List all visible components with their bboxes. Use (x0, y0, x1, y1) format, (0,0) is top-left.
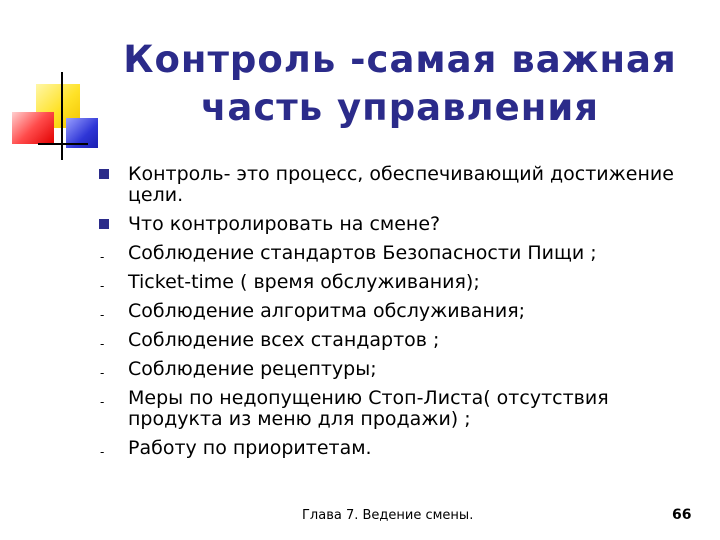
footer-chapter: Глава 7. Ведение смены. (302, 508, 474, 523)
slide-title (100, 36, 700, 132)
list-item-text: Соблюдение всех стандартов ; (128, 329, 440, 351)
list-item (96, 388, 706, 430)
list-item-text: Что контролировать на смене? (128, 213, 441, 235)
list-item (96, 359, 706, 380)
decor-red-square (12, 112, 54, 144)
decor-vertical-line (61, 72, 63, 160)
dash-bullet-icon: - (100, 395, 105, 409)
slide-title-line1: Контроль -самая важная (123, 38, 677, 81)
square-bullet-icon (99, 169, 109, 179)
list-item (96, 438, 706, 459)
list-item-text: Контроль- это процесс, обеспечивающий достижение цели. (128, 163, 674, 206)
decor-horizontal-line (38, 143, 88, 145)
list-item-text: Соблюдение алгоритма обслуживания; (128, 300, 526, 322)
square-bullet-icon (99, 219, 109, 229)
slide-title-line2: часть управления (200, 86, 599, 129)
list-item-text: Соблюдение стандартов Безопасности Пищи ; (128, 242, 597, 264)
page-number: 66 (672, 507, 692, 523)
dash-bullet-icon: - (100, 250, 105, 264)
dash-bullet-icon: - (100, 279, 105, 293)
list-item-text: Работу по приоритетам. (128, 437, 372, 459)
list-item-text: Соблюдение рецептуры; (128, 358, 377, 380)
list-item-text: Ticket-time ( время обслуживания); (128, 271, 480, 293)
list-item (96, 164, 706, 206)
dash-bullet-icon: - (100, 366, 105, 380)
dash-bullet-icon: - (100, 337, 105, 351)
dash-bullet-icon: - (100, 445, 105, 459)
list-item-text: Меры по недопущению Стоп-Листа( отсутствия продукта из меню для продажи) ; (128, 387, 609, 430)
list-item (96, 214, 706, 235)
list-item (96, 272, 706, 293)
list-item (96, 330, 706, 351)
list-item (96, 243, 706, 264)
dash-bullet-icon: - (100, 308, 105, 322)
list-item (96, 301, 706, 322)
content-list (96, 164, 706, 467)
